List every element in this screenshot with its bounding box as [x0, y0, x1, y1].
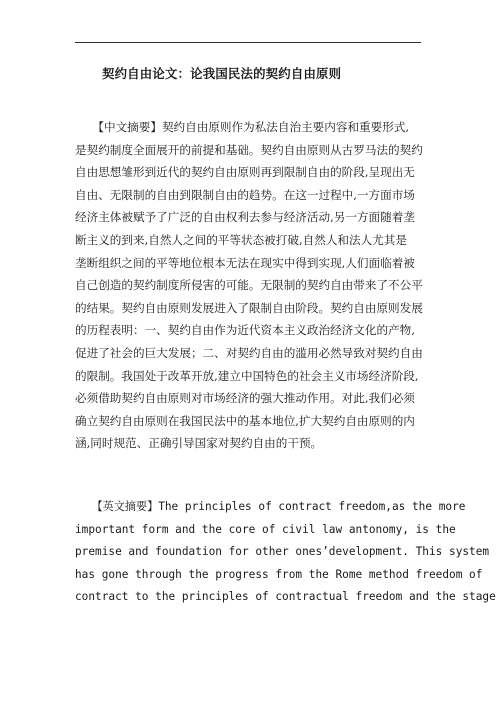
- chinese-abstract-line: 确立契约自由原则在我国民法中的基本地位,扩大契约自由原则的内: [75, 413, 415, 428]
- english-abstract-line: important form and the core of civil law antonomy, is the: [75, 522, 456, 536]
- chinese-abstract-line: 垄断组织之间的平等地位根本无法在现实中得到实现,人们面临着被: [75, 255, 415, 270]
- chinese-abstract-line: 涵,同时规范、正确引导国家对契约自由的干预。: [75, 436, 323, 451]
- chinese-abstract-line: 自由、无限制的自由到限制自由的趋势。在这一过程中,一方面市场: [75, 187, 415, 202]
- header-rule: [75, 42, 421, 43]
- document-title: 契约自由论文：论我国民法的契约自由原则: [102, 66, 342, 81]
- english-abstract-first-line: [75, 496, 466, 519]
- chinese-abstract-line: 促进了社会的巨大发展；二、对契约自由的滥用必然导致对契约自由: [75, 345, 423, 360]
- chinese-abstract-line: 经济主体被赋予了广泛的自由权利去参与经济活动,另一方面随着垄: [75, 210, 415, 225]
- chinese-abstract-line: 断主义的到来,自然人之间的平等状态被打破,自然人和法人尤其是: [75, 232, 407, 247]
- chinese-abstract: [75, 116, 423, 455]
- english-abstract-first-text: The principles of contract freedom,as the more: [158, 500, 466, 513]
- english-abstract: [75, 496, 496, 609]
- chinese-abstract-line: 的历程表明：一、契约自由作为近代资本主义政治经济文化的产物,: [75, 323, 415, 338]
- chinese-abstract-line: 是契约制度全面展开的前提和基础。契约自由原则从古罗马法的契约: [75, 142, 423, 157]
- english-abstract-line: premise and foundation for other ones’development. This system: [75, 545, 490, 559]
- english-abstract-line: has gone through the progress from the Rome method freedom of: [75, 567, 483, 581]
- chinese-abstract-line: 【中文摘要】契约自由原则作为私法自治主要内容和重要形式,: [75, 120, 410, 134]
- chinese-abstract-line: 自由思想雏形到近代的契约自由原则再到限制自由的阶段,呈现出无: [75, 165, 415, 180]
- chinese-abstract-line: 自己创造的契约制度所侵害的可能。无限制的契约自由带来了不公平: [75, 278, 423, 293]
- chinese-abstract-line: 必须借助契约自由原则对市场经济的强大推动作用。对此,我们必须: [75, 391, 415, 406]
- chinese-abstract-line: 的限制。我国处于改革开放,建立中国特色的社会主义市场经济阶段,: [75, 368, 419, 383]
- english-abstract-line: contract to the principles of contractual freedom and the stage: [75, 590, 496, 604]
- chinese-abstract-line: 的结果。契约自由原则发展进入了限制自由阶段。契约自由原则发展: [75, 300, 423, 315]
- english-abstract-label: 【英文摘要】: [75, 500, 159, 513]
